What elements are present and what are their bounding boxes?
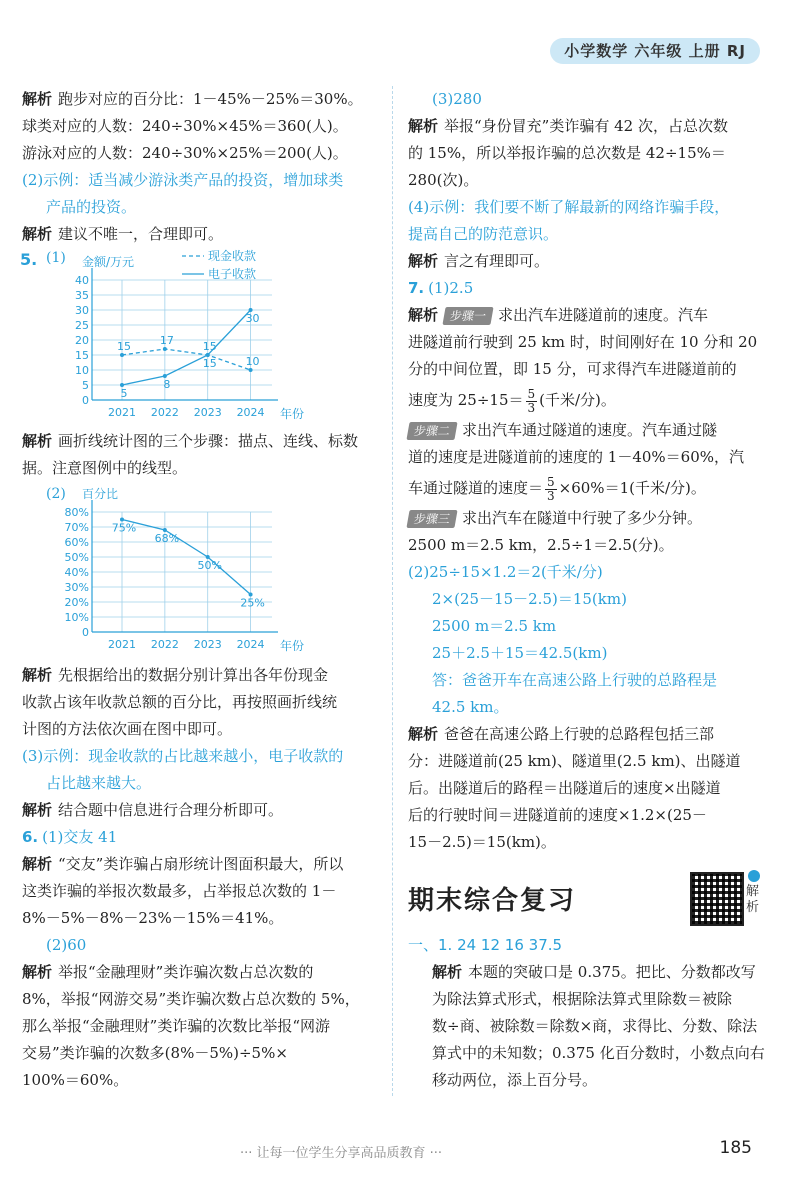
x-tick-label: 2022 <box>150 406 179 419</box>
text-line: 交易”类诈骗的次数多(8%－5%)÷5%× <box>22 1044 288 1062</box>
question-number: 6. <box>22 828 39 846</box>
answer-line: 答：爸爸开车在高速公路上行驶的总路程是 <box>432 671 718 689</box>
jiexi-label: 解析 <box>22 801 53 819</box>
x-tick-label: 2023 <box>193 638 222 651</box>
section-title: 期末综合复习 <box>408 886 577 916</box>
data-label: 75% <box>111 521 137 535</box>
fraction: $\frac{5}{3}$ <box>547 474 555 503</box>
text-line: 这类诈骗的举报次数最多，占举报总次数的 1－ <box>22 882 337 900</box>
y-tick-label: 40% <box>64 566 89 579</box>
text-line: 球类对应的人数：240÷30%×45%＝360(人)。 <box>22 117 348 135</box>
jiexi-label: 解析 <box>408 725 439 743</box>
text-line: 后的行驶时间＝进隧道前的速度×1.2×(25－ <box>408 806 707 824</box>
answer-line: (2)示例：适当减少游泳类产品的投资，增加球类 <box>22 171 344 189</box>
text-line: 为除法算式形式，根据除法算式里除数＝被除 <box>432 990 733 1008</box>
text-line: 分的中间位置，即 15 分，可求得汽车进隧道前的 <box>408 360 737 378</box>
text-line: 求出汽车进隧道前的速度。汽车 <box>498 306 709 324</box>
y-tick-label: 50% <box>64 551 89 564</box>
data-label: 68% <box>154 532 180 545</box>
answer-line: 产品的投资。 <box>46 198 137 216</box>
text-line: 收款占该年收款总额的百分比，再按照画折线统 <box>22 693 338 711</box>
text-line: 言之有理即可。 <box>444 252 550 270</box>
x-tick-label: 2024 <box>236 638 265 651</box>
jiexi-label: 解析 <box>22 855 53 873</box>
jiexi-label: 解析 <box>22 90 53 108</box>
y-tick-label: 20% <box>64 596 89 609</box>
data-label: 17 <box>159 334 174 347</box>
y-tick-label: 20 <box>75 334 89 347</box>
jiexi-label: 解析 <box>408 306 439 324</box>
legend-label: 现金收款 <box>208 249 257 263</box>
answer-line: (1)2.5 <box>428 279 474 297</box>
question-number: 5. <box>20 250 38 269</box>
text-line: 游泳对应的人数：240÷30%×25%＝200(人)。 <box>22 144 348 162</box>
y-tick-label: 30 <box>75 304 89 317</box>
y-tick-label: 80% <box>64 506 89 519</box>
text-line: 车通过隧道的速度＝ <box>408 479 544 497</box>
data-label: 5 <box>120 387 128 400</box>
left-column <box>22 86 380 1094</box>
data-label: 15 <box>202 357 217 370</box>
data-label: 50% <box>197 559 222 572</box>
data-point <box>249 368 253 372</box>
step-badge: 步骤二 <box>406 422 457 440</box>
fraction: $\frac{5}{3}$ <box>527 386 536 415</box>
y-tick-label: 25 <box>75 319 89 332</box>
answer-line: 25＋2.5＋15＝42.5(km) <box>432 644 608 662</box>
x-tick-label: 2023 <box>193 406 222 419</box>
qr-label: 解析 <box>746 884 760 915</box>
data-label: 30 <box>245 312 260 325</box>
y-tick-label: 70% <box>64 521 89 534</box>
answer-line: (4)示例：我们要不断了解最新的网络诈骗手段， <box>408 198 730 216</box>
text-line: 先根据给出的数据分别计算出各年份现金 <box>58 666 329 684</box>
jiexi-label: 解析 <box>408 117 439 135</box>
answer-line: 2×(25－15－2.5)＝15(km) <box>432 590 627 608</box>
text-line: 的 15%，所以举报诈骗的总次数是 42÷15%＝ <box>408 144 726 162</box>
data-label: 15 <box>117 340 131 353</box>
jiexi-label: 解析 <box>432 963 463 981</box>
answer-line: (3)280 <box>432 90 482 108</box>
y-tick-label: 5 <box>82 379 89 392</box>
legend-label: 电子收款 <box>208 267 257 281</box>
data-label: 10 <box>245 355 260 368</box>
text-line: 爸爸在高速公路上行驶的总路程包括三部 <box>444 725 715 743</box>
right-column: (3)280 解析 举报“身份冒充”类诈骗有 42 次，占总次数 的 15%，所以举报诈骗的总次数是 42÷15%＝ 280(次)。 (4)示例：我们要不断了解最新的网络诈骗手段， 提高自己的防范意识。 解析 言之有理即可。 7. (1)2.5 解析 步骤一 求出汽车进隧道前的速度。汽车 进隧道前行驶到 25 km 时，时间刚好在 10 分和 20 分的中间位置，即 15 分，可求得汽车进隧道前的 速度为 25÷15＝ $\frac{5}{3}$ (千米/分)。 步骤二 求出汽车通过隧道的速度。汽车通过隧 道的速度是进隧道前的速度的 1－40%＝60%，汽 车通过隧道的速度＝ $\frac{5}{3}$ ×60%＝1(千米/分)。 步骤三 求出汽车在隧道中行驶了多少分钟。 2500 m＝2.5 km，2.5÷1＝2.5(分)。 (2)25÷15×1.2＝2(千米/分) 2×(25－15－2.5)＝15(km) 2500 m＝2.5 km 25＋2.5＋15＝42.5(km) 答：爸爸开车在高速公路上行驶的总路程是 42.5 km。 解析 爸爸在高速公路上行驶的总路程包括三部 分：进隧道前(25 km)、隧道里(2.5 km)、出隧道 后。出隧道后的路程＝出隧道后的速度×出隧道 后的行驶时间＝进隧道前的速度×1.2×(25－ 15－2.5)＝15(km)。 期末综合复习 解析 一、1. 24 12 16 37.5 解析 本题的突破口是 0.375。把比、分数都改写 为除法算式形式，根据除法算式里除数＝被除 数÷商、被除数＝除数×商，求得比、分数、除法 算式中的未知数；0.375 化百分数时，小数点向右 移动两位，添上百分号。 <box>408 86 778 1094</box>
data-point <box>120 353 124 357</box>
data-label: 8 <box>163 378 171 391</box>
answer-line: 占比越来越大。 <box>46 774 152 792</box>
text-line: 280(次)。 <box>408 171 479 189</box>
step-badge: 步骤三 <box>406 510 457 528</box>
y-tick-label: 10 <box>75 364 89 377</box>
answer-line: 一、1. 24 12 16 37.5 <box>408 936 563 954</box>
x-tick-label: 2024 <box>236 406 265 419</box>
chart-money <box>22 248 380 428</box>
text-line: 计图的方法依次画在图中即可。 <box>22 720 233 738</box>
jiexi-label: 解析 <box>408 252 439 270</box>
line-chart-1 <box>22 248 380 428</box>
step-badge: 步骤一 <box>442 307 493 325</box>
y-tick-label: 10% <box>64 611 89 624</box>
text-line: 举报“金融理财”类诈骗次数占总次数的 <box>58 963 314 981</box>
text-line: 本题的突破口是 0.375。把比、分数都改写 <box>468 963 756 981</box>
text-line: “交友”类诈骗占扇形统计图面积最大，所以 <box>58 855 344 873</box>
jiexi-label: 解析 <box>22 963 53 981</box>
qr-code[interactable] <box>690 872 744 926</box>
y-tick-label: 35 <box>75 289 89 302</box>
text-line: 移动两位，添上百分号。 <box>432 1071 598 1089</box>
text-line: 8%，举报“网游交易”类诈骗次数占总次数的 5%， <box>22 990 360 1008</box>
y-tick-label: 15 <box>75 349 89 362</box>
text-line: 那么举报“金融理财”类诈骗的次数比举报“网游 <box>22 1017 331 1035</box>
text-line: 速度为 25÷15＝ <box>408 391 524 409</box>
y-tick-label: 60% <box>64 536 89 549</box>
play-icon <box>748 870 760 882</box>
line-chart-2 <box>22 482 380 662</box>
column-divider <box>392 86 393 1096</box>
page-number: 185 <box>719 1138 752 1158</box>
y-tick-label: 40 <box>75 274 89 287</box>
text-line: 2500 m＝2.5 km，2.5÷1＝2.5(分)。 <box>408 536 674 554</box>
text-line: 8%－5%－8%－23%－15%＝41%。 <box>22 909 284 927</box>
jiexi-label: 解析 <box>22 432 53 450</box>
text-line: 数÷商、被除数＝除数×商，求得比、分数、除法 <box>432 1017 758 1035</box>
text-line: 建议不唯一，合理即可。 <box>58 225 224 243</box>
text-line: 15－2.5)＝15(km)。 <box>408 833 556 851</box>
x-axis-label: 年份 <box>280 407 305 421</box>
text-line: 100%＝60%。 <box>22 1071 129 1089</box>
answer-line: (1)交友 41 <box>42 828 118 846</box>
text-line: 分：进隧道前(25 km)、隧道里(2.5 km)、出隧道 <box>408 752 741 770</box>
chart-percent <box>22 482 380 662</box>
x-axis-label: 年份 <box>280 639 305 653</box>
y-axis-label: 金额/万元 <box>82 255 135 269</box>
y-tick-label: 0 <box>82 626 89 639</box>
y-tick-label: 30% <box>64 581 89 594</box>
question-number: 7. <box>408 279 425 297</box>
x-tick-label: 2022 <box>150 638 179 651</box>
data-label: 15 <box>202 340 217 353</box>
answer-line: 2500 m＝2.5 km <box>432 617 557 635</box>
text-line: 求出汽车通过隧道的速度。汽车通过隧 <box>462 421 718 439</box>
footer-slogan: ··· 让每一位学生分享高品质教育 ··· <box>240 1146 443 1161</box>
text-line: 算式中的未知数；0.375 化百分数时，小数点向右 <box>432 1044 765 1062</box>
text-line: 后。出隧道后的路程＝出隧道后的速度×出隧道 <box>408 779 721 797</box>
jiexi-label: 解析 <box>22 225 53 243</box>
x-tick-label: 2021 <box>108 406 136 419</box>
data-label: 25% <box>240 596 265 610</box>
x-tick-label: 2021 <box>108 638 136 651</box>
part-label: (2) <box>46 486 66 502</box>
answer-line: 42.5 km。 <box>432 698 509 716</box>
answer-line: 提高自己的防范意识。 <box>408 225 559 243</box>
series-line <box>122 310 251 385</box>
text-line: 画折线统计图的三个步骤：描点、连线、标数 <box>58 432 359 450</box>
answer-line: (2)60 <box>46 936 87 954</box>
text-line: 结合题中信息进行合理分析即可。 <box>58 801 284 819</box>
series-line <box>122 349 251 370</box>
text-line: 求出汽车在隧道中行驶了多少分钟。 <box>462 509 703 527</box>
text-line: 跑步对应的百分比：1－45%－25%＝30%。 <box>58 90 363 108</box>
part-label: (1) <box>46 250 66 266</box>
y-axis-label: 百分比 <box>82 487 119 501</box>
answer-line: (2)25÷15×1.2＝2(千米/分) <box>408 563 603 581</box>
text-line: 据。注意图例中的线型。 <box>22 459 188 477</box>
book-tag: 小学数学 六年级 上册 RJ <box>550 38 760 64</box>
y-tick-label: 0 <box>82 394 89 407</box>
text-line: 举报“身份冒充”类诈骗有 42 次，占总次数 <box>444 117 728 135</box>
text-line: 道的速度是进隧道前的速度的 1－40%＝60%，汽 <box>408 448 744 466</box>
answer-line: (3)示例：现金收款的占比越来越小，电子收款的 <box>22 747 344 765</box>
data-point <box>163 347 167 351</box>
text-line: 进隧道前行驶到 25 km 时，时间刚好在 10 分和 20 <box>408 333 758 351</box>
section-header <box>408 870 778 932</box>
jiexi-label: 解析 <box>22 666 53 684</box>
